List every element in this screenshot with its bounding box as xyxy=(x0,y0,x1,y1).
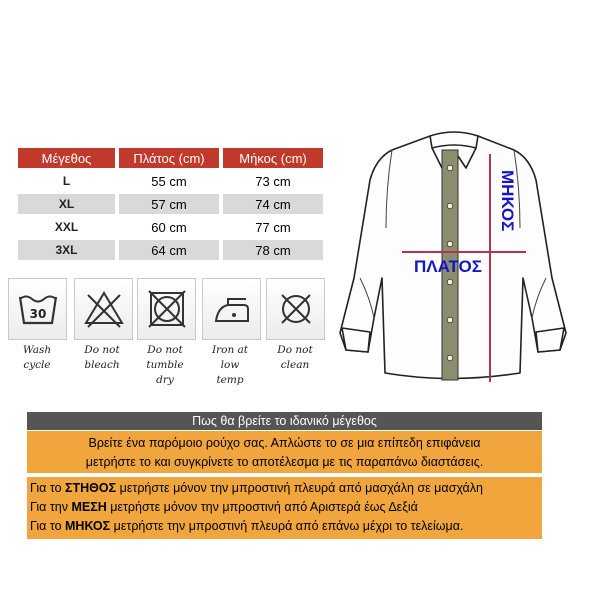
care-label-line: Iron at xyxy=(211,344,249,356)
measure-keyword: ΣΤΗΘΟΣ xyxy=(65,481,117,495)
measure-text: μετρήστε μόνον την μπροστινή πλευρά από μασχάλη σε μασχάλη xyxy=(116,481,483,495)
length-cell: 74 cm xyxy=(223,194,323,214)
care-label-line: Do not xyxy=(277,344,313,356)
measure-text: Για το xyxy=(30,519,66,533)
table-row xyxy=(18,194,323,214)
care-label-tumble xyxy=(135,343,195,388)
measure-waist-line xyxy=(30,500,418,514)
size-cell: 3XL xyxy=(18,240,115,260)
measure-keyword: ΜΗΚΟΣ xyxy=(65,519,111,533)
table-row xyxy=(18,217,323,237)
measure-instructions xyxy=(27,477,542,539)
measure-text: Για το xyxy=(30,481,66,495)
care-label-line: Do not xyxy=(84,344,120,356)
do-not-tumble-dry-icon xyxy=(137,278,196,340)
width-cell: 55 cm xyxy=(119,171,219,191)
width-cell: 60 cm xyxy=(119,217,219,237)
size-cell: L xyxy=(18,171,115,191)
care-label-line: cycle xyxy=(23,359,51,371)
table-row xyxy=(18,171,323,191)
instructions-title: Πως θα βρείτε το ιδανικό μέγεθος xyxy=(27,412,542,430)
care-label-line: low xyxy=(220,359,240,371)
care-label-bleach xyxy=(72,343,132,373)
iron-low-temp-icon xyxy=(202,278,261,340)
care-label-line: temp xyxy=(216,374,244,386)
measure-text: Για την xyxy=(30,500,72,514)
size-cell: XL xyxy=(18,194,115,214)
care-label-line: clean xyxy=(280,359,310,371)
width-label: ΠΛΑΤΟΣ xyxy=(414,257,482,276)
size-table-header xyxy=(18,148,323,168)
instructions-line: Βρείτε ένα παρόμοιο ρούχο σας. Απλώστε το σε μια επίπεδη επιφάνεια xyxy=(88,436,481,450)
measure-chest-line xyxy=(30,481,483,495)
care-label-line: dry xyxy=(156,374,174,386)
width-cell: 64 cm xyxy=(119,240,219,260)
length-label: ΜΗΚΟΣ xyxy=(498,170,517,232)
measure-text: μετρήστε την μπροστινή πλευρά από επάνω μέχρι το τελείωμα. xyxy=(110,519,464,533)
header-size: Μέγεθος xyxy=(18,148,115,168)
size-cell: XXL xyxy=(18,217,115,237)
length-cell: 77 cm xyxy=(223,217,323,237)
care-label-wash xyxy=(7,343,67,373)
care-label-clean xyxy=(265,343,325,373)
care-label-line: bleach xyxy=(84,359,120,371)
length-cell: 73 cm xyxy=(223,171,323,191)
instructions-body xyxy=(27,431,542,473)
care-label-line: Do not xyxy=(147,344,183,356)
header-length: Μήκος (cm) xyxy=(223,148,323,168)
measure-keyword: ΜΕΣΗ xyxy=(71,500,107,514)
table-row xyxy=(18,240,323,260)
measure-length-line xyxy=(30,519,463,533)
instructions-line: μετρήστε το και συγκρίνετε το αποτέλεσμα με τις παραπάνω διαστάσεις. xyxy=(85,455,484,469)
length-cell: 78 cm xyxy=(223,240,323,260)
care-label-line: Wash xyxy=(22,344,52,356)
care-label-iron xyxy=(200,343,260,388)
care-label-line: tumble xyxy=(146,359,184,371)
do-not-dry-clean-icon xyxy=(266,278,325,340)
header-width: Πλάτος (cm) xyxy=(119,148,219,168)
wash-30-icon xyxy=(8,278,67,340)
shirt-diagram xyxy=(330,128,590,390)
wash-temp-text: 30 xyxy=(29,307,47,321)
measure-text: μετρήστε μόνον την μπροστινή από Αριστερά έως Δεξιά xyxy=(106,500,418,514)
do-not-bleach-icon xyxy=(74,278,133,340)
size-table xyxy=(14,145,327,263)
width-cell: 57 cm xyxy=(119,194,219,214)
